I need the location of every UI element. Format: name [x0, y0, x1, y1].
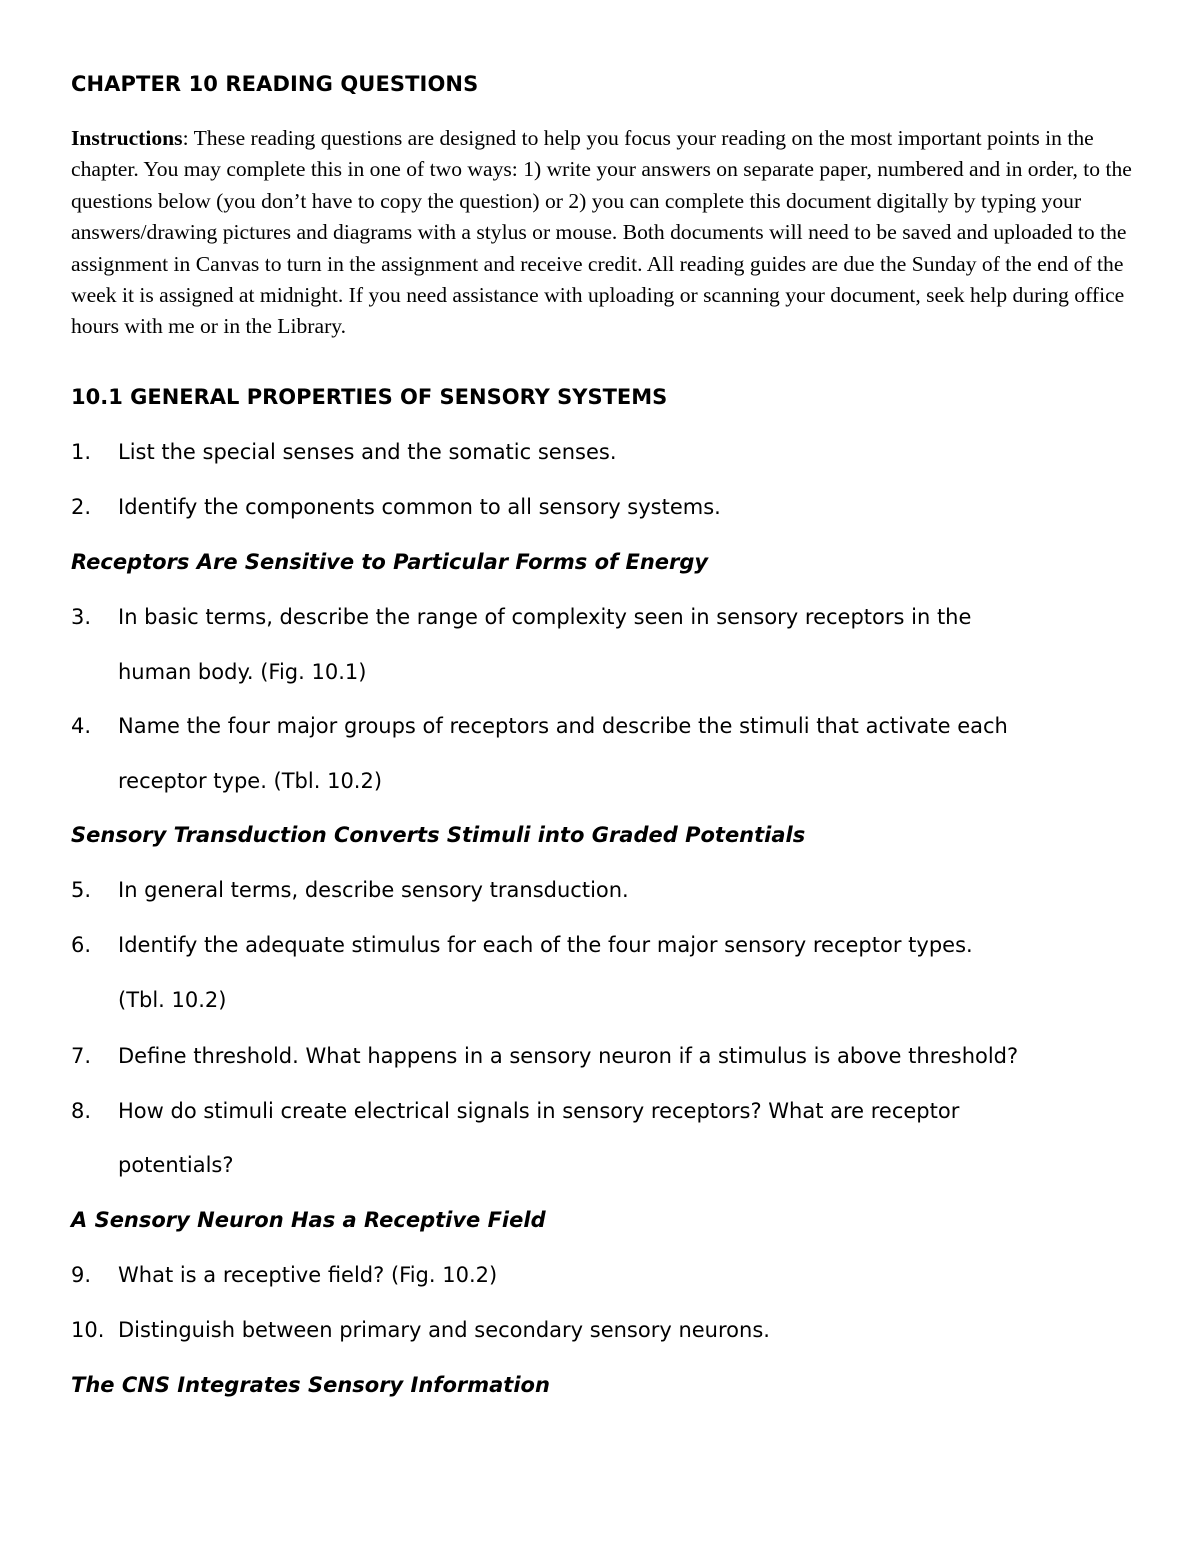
subheading-receptors: Receptors Are Sensitive to Particular Forms of Energy — [71, 550, 709, 574]
question-number: 1. — [71, 440, 92, 464]
question-text: List the special senses and the somatic senses. — [118, 440, 617, 464]
question-3-continued: human body. (Fig. 10.1) — [118, 660, 367, 684]
question-text: Name the four major groups of receptors and describe the stimuli that activate each — [118, 714, 1008, 738]
instructions-text: : These reading questions are designed to help you focus your reading on the most important points in the chapter. You may complete this in one of two ways: 1) write your answers on separate paper, numbered and in order, to the questions below (you don’t have to copy the question) or 2) you can complete this document digitally by typing your answers/drawing pictures and diagrams with a stylus or mouse. Both documents will need to be saved and uploaded to the assignment in Canvas to turn in the assignment and receive credit. All reading guides are due the Sunday of the end of the week it is assigned at midnight. If you need assistance with uploading or scanning your document, seek help during office hours with me or in the Library. — [71, 126, 1132, 339]
question-3 — [71, 603, 971, 631]
question-number: 4. — [71, 714, 92, 738]
question-number: 6. — [71, 933, 92, 957]
question-number: 10. — [71, 1318, 105, 1342]
question-number: 9. — [71, 1263, 92, 1287]
question-4 — [71, 712, 1008, 740]
question-text: In general terms, describe sensory transduction. — [118, 878, 629, 902]
question-1 — [71, 438, 617, 466]
question-8-continued: potentials? — [118, 1153, 234, 1177]
question-2 — [71, 493, 721, 521]
subheading-receptive-field: A Sensory Neuron Has a Receptive Field — [71, 1208, 546, 1232]
question-6-continued: (Tbl. 10.2) — [118, 988, 227, 1012]
question-text: Distinguish between primary and secondary sensory neurons. — [118, 1318, 770, 1342]
question-text: How do stimuli create electrical signals in sensory receptors? What are receptor — [118, 1099, 960, 1123]
subheading-transduction: Sensory Transduction Converts Stimuli into Graded Potentials — [71, 823, 806, 847]
subheading-cns: The CNS Integrates Sensory Information — [71, 1373, 550, 1397]
question-8 — [71, 1097, 959, 1125]
question-number: 3. — [71, 605, 92, 629]
question-number: 8. — [71, 1099, 92, 1123]
question-text: Identify the adequate stimulus for each of the four major sensory receptor types. — [118, 933, 973, 957]
section-heading: 10.1 GENERAL PROPERTIES OF SENSORY SYSTEMS — [71, 385, 668, 409]
question-number: 5. — [71, 878, 92, 902]
question-4-continued: receptor type. (Tbl. 10.2) — [118, 769, 383, 793]
instructions-label: Instructions — [71, 126, 183, 150]
question-6 — [71, 931, 973, 959]
question-number: 2. — [71, 495, 92, 519]
question-text: Define threshold. What happens in a sensory neuron if a stimulus is above threshold? — [118, 1044, 1019, 1068]
question-10 — [71, 1316, 770, 1344]
question-text: Identify the components common to all sensory systems. — [118, 495, 721, 519]
question-7 — [71, 1042, 1018, 1070]
question-text: What is a receptive field? (Fig. 10.2) — [118, 1263, 498, 1287]
instructions-paragraph — [71, 123, 1135, 343]
question-number: 7. — [71, 1044, 92, 1068]
question-text: In basic terms, describe the range of complexity seen in sensory receptors in the — [118, 605, 972, 629]
page-title: CHAPTER 10 READING QUESTIONS — [71, 72, 479, 96]
question-9 — [71, 1261, 497, 1289]
question-5 — [71, 876, 629, 904]
